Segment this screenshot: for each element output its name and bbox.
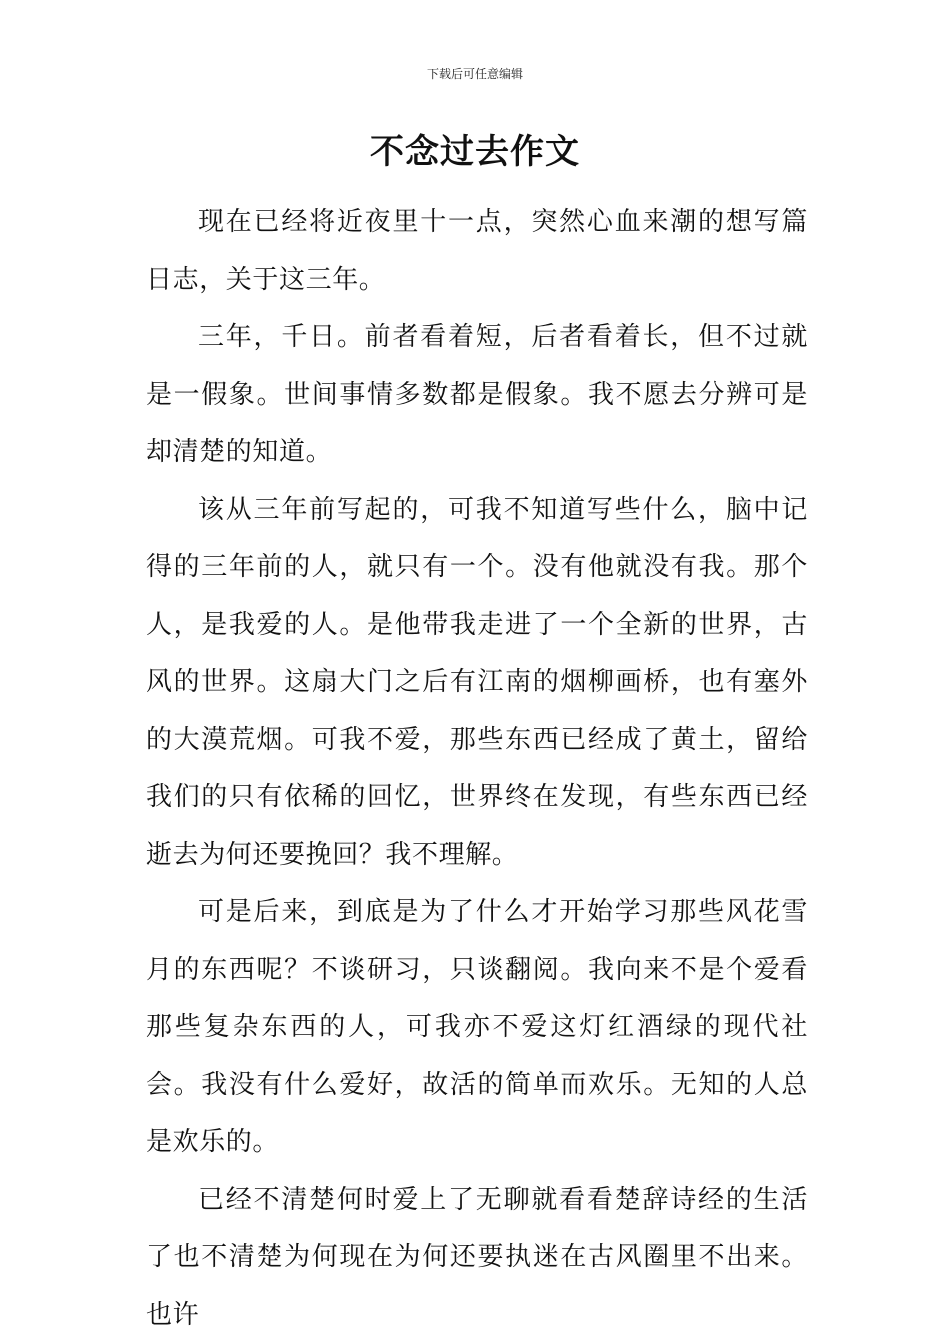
document-body (146, 194, 808, 1344)
paragraph-5: 已经不清楚何时爱上了无聊就看看楚辞诗经的生活了也不清楚为何现在为何还要执迷在古风圈里不出来。也许 (146, 1184, 808, 1330)
document-title: 不念过去作文 (370, 132, 580, 172)
paragraph-3: 该从三年前写起的，可我不知道写些什么，脑中记得的三年前的人，就只有一个。没有他就没有我。那个人，是我爱的人。是他带我走进了一个全新的世界，古风的世界。这扇大门之后有江南的烟柳画桥，也有塞外的大漠荒烟。可我不爱，那些东西已经成了黄土，留给我们的只有依稀的回忆，世界终在发现，有些东西已经逝去为何还要挽回？我不理解。 (146, 494, 808, 870)
paragraph-4: 可是后来，到底是为了什么才开始学习那些风花雪月的东西呢？不谈研习，只谈翻阅。我向来不是个爱看那些复杂东西的人，可我亦不爱这灯红酒绿的现代社会。我没有什么爱好，故活的简单而欢乐。无知的人总是欢乐的。 (146, 897, 808, 1157)
header-note: 下载后可任意编辑 (426, 67, 523, 81)
paragraph-1: 现在已经将近夜里十一点，突然心血来潮的想写篇日志，关于这三年。 (146, 207, 808, 295)
paragraph-2: 三年，千日。前者看着短，后者看着长，但不过就是一假象。世间事情多数都是假象。我不愿去分辨可是却清楚的知道。 (146, 322, 808, 467)
